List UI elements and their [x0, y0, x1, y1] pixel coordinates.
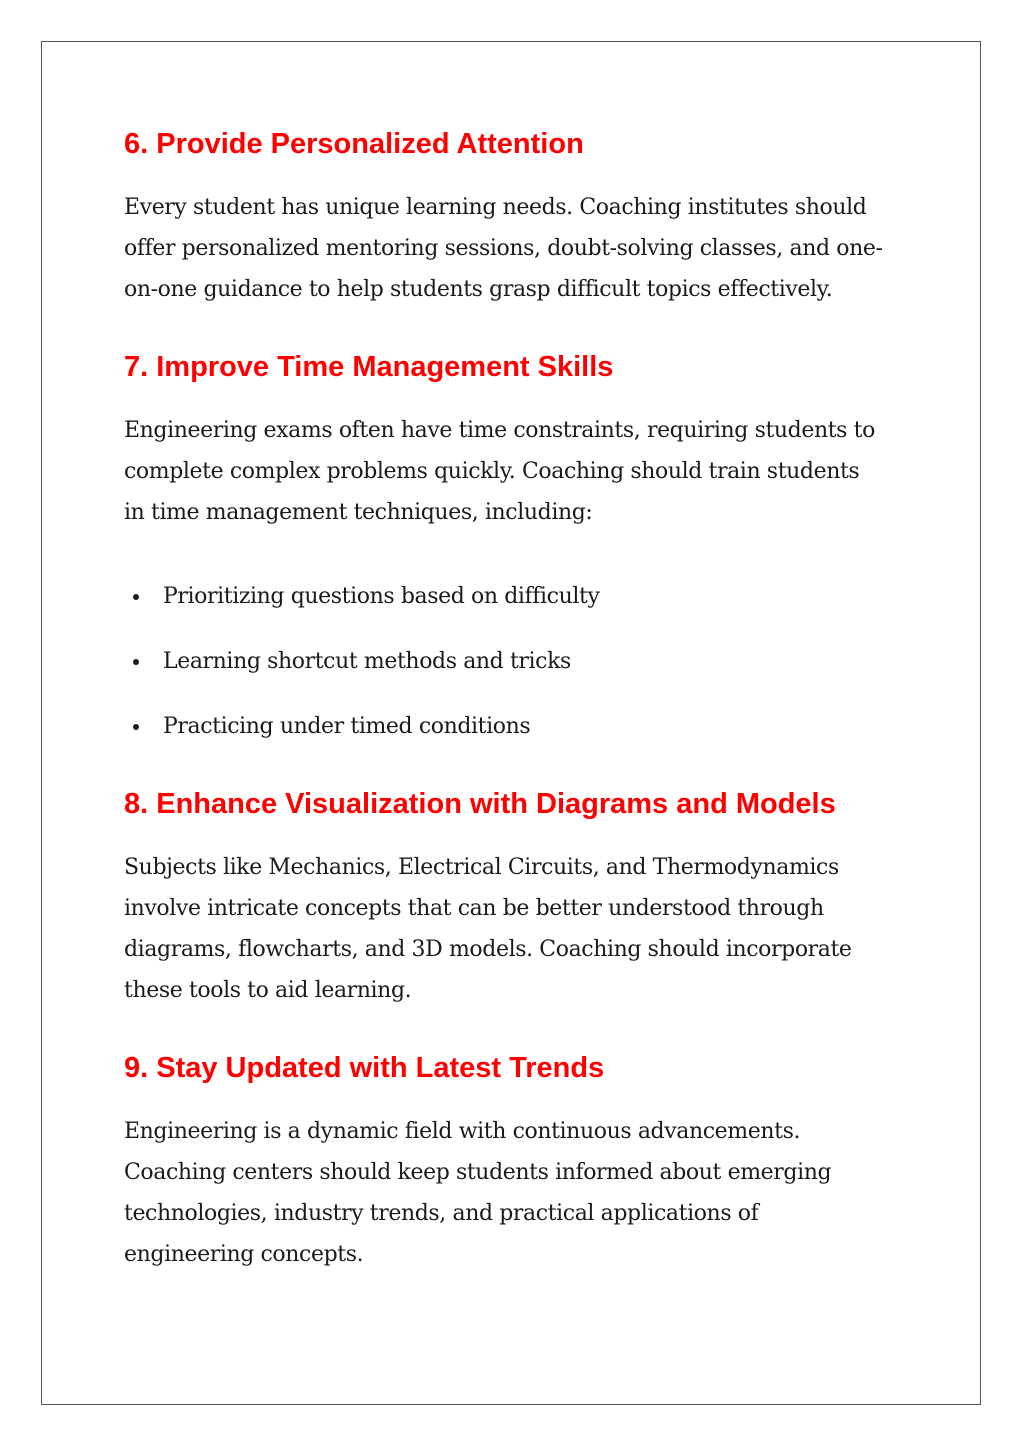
section-7-body: Engineering exams often have time constraints, requiring students to complete complex problems quickly. Coaching should train students in time management techniques, including:	[124, 418, 875, 525]
list-item-text: Practicing under timed conditions	[163, 714, 531, 739]
document-content	[124, 124, 914, 1275]
list-item	[124, 706, 914, 747]
list-item-text: Learning shortcut methods and tricks	[163, 649, 571, 674]
section-6-body: Every student has unique learning needs. Coaching institutes should offer personalized mentoring sessions, doubt-solving classes, and one-on-one guidance to help students grasp difficult topics effectively.	[124, 195, 883, 302]
section-6-heading: 6. Provide Personalized Attention	[124, 128, 584, 160]
bullet-icon	[133, 659, 139, 665]
list-item	[124, 641, 914, 682]
section-7-heading: 7. Improve Time Management Skills	[124, 351, 614, 383]
bullet-icon	[133, 724, 139, 730]
time-management-list	[124, 576, 914, 747]
section-8-body: Subjects like Mechanics, Electrical Circuits, and Thermodynamics involve intricate concepts that can be better understood through diagrams, flowcharts, and 3D models. Coaching should incorporate these tools to aid learning.	[124, 855, 852, 1003]
section-8-heading: 8. Enhance Visualization with Diagrams and Models	[124, 788, 836, 820]
bullet-icon	[133, 594, 139, 600]
section-9-heading: 9. Stay Updated with Latest Trends	[124, 1052, 605, 1084]
list-item-text: Prioritizing questions based on difficulty	[163, 584, 600, 609]
section-9-body: Engineering is a dynamic field with continuous advancements. Coaching centers should keep students informed about emerging technologies, industry trends, and practical applications of engineering concepts.	[124, 1119, 832, 1267]
list-item	[124, 576, 914, 617]
